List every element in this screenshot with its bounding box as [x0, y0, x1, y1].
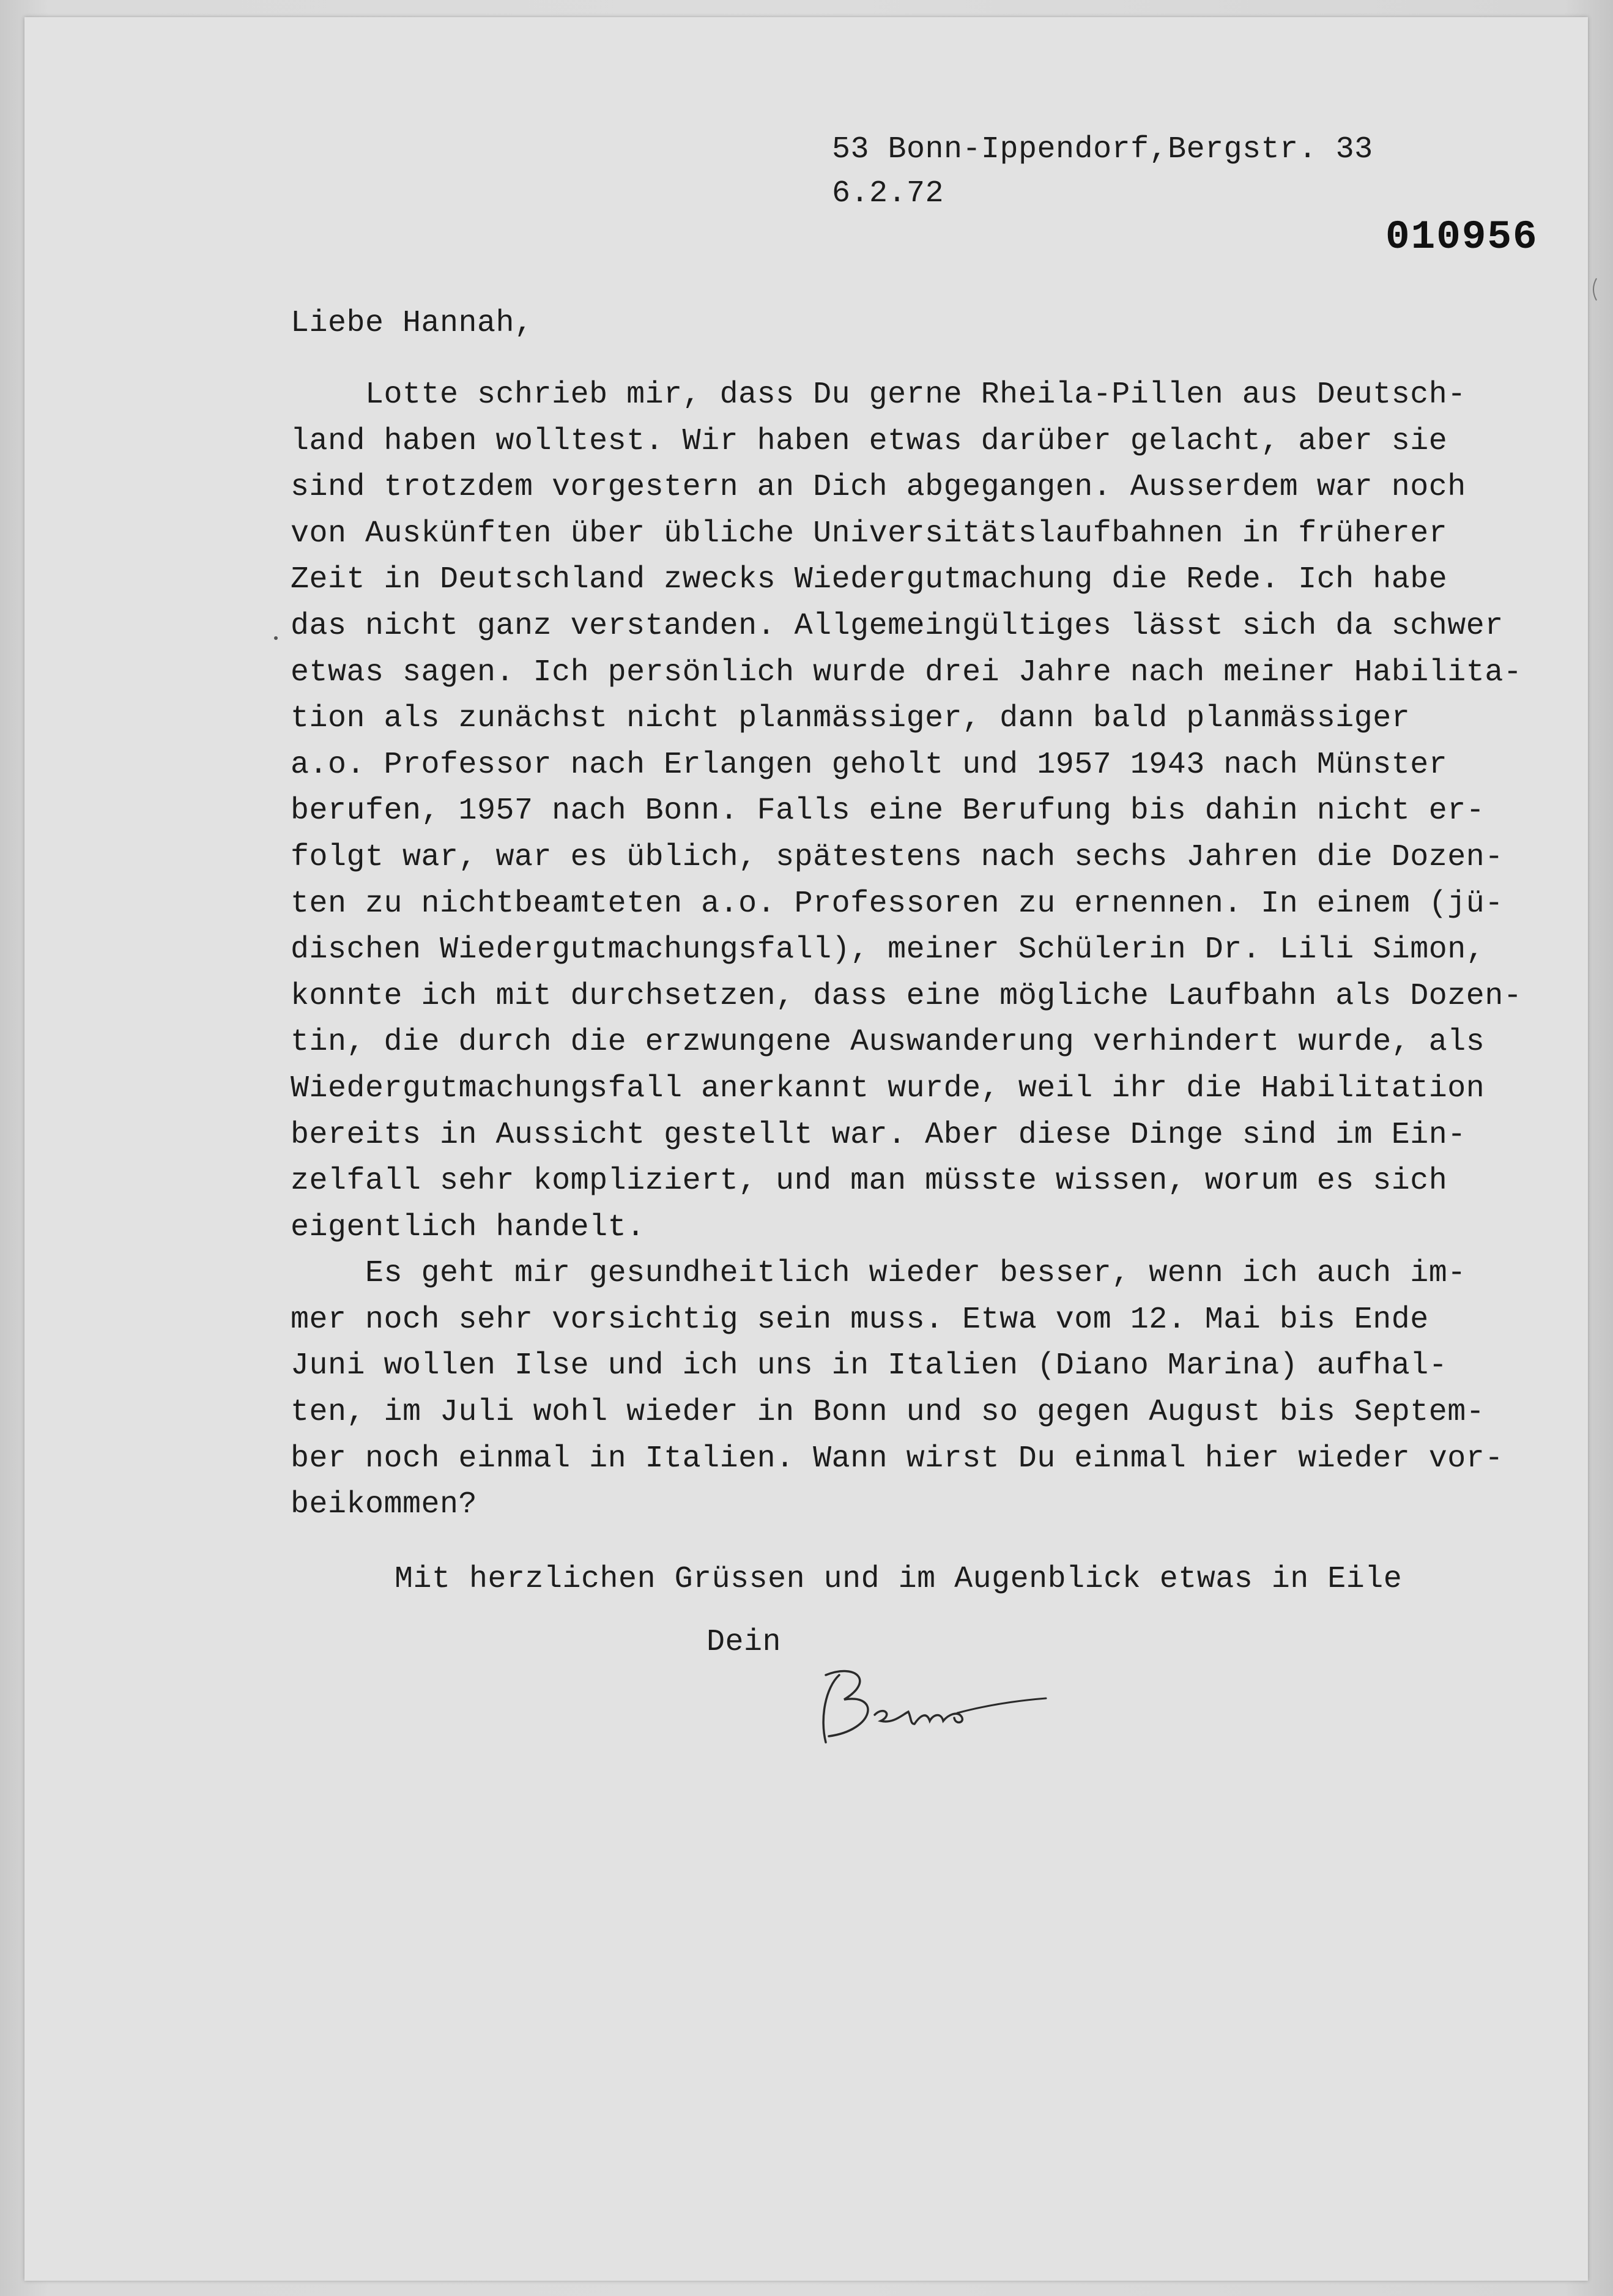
body-line: das nicht ganz verstanden. Allgemeingültiges lässt sich da schwer	[291, 608, 1504, 644]
sender-address: 53 Bonn-Ippendorf,Bergstr. 33	[832, 132, 1373, 167]
letter-body	[291, 372, 1563, 1528]
body-line: Es geht mir gesundheitlich wieder besser, wenn ich auch im-	[291, 1256, 1466, 1291]
body-line: zelfall sehr kompliziert, und man müsste wissen, worum es sich	[291, 1164, 1448, 1199]
body-line: bereits in Aussicht gestellt war. Aber diese Dinge sind im Ein-	[291, 1117, 1466, 1153]
salutation: Liebe Hannah,	[291, 306, 533, 341]
body-line: a.o. Professor nach Erlangen geholt und 1957 1943 nach Münster	[291, 747, 1448, 782]
body-line: Zeit in Deutschland zwecks Wiedergutmachung die Rede. Ich habe	[291, 562, 1448, 598]
body-line: etwas sagen. Ich persönlich wurde drei Jahre nach meiner Habilita-	[291, 655, 1522, 690]
body-line: von Auskünften über übliche Universitätslaufbahnen in früherer	[291, 516, 1448, 551]
body-line: ten zu nichtbeamteten a.o. Professoren zu ernennen. In einem (jü-	[291, 886, 1504, 921]
body-line: land haben wolltest. Wir haben etwas darüber gelacht, aber sie	[291, 423, 1448, 459]
body-line: folgt war, war es üblich, spätestens nach sechs Jahren die Dozen-	[291, 839, 1504, 875]
valediction: Dein	[706, 1625, 782, 1660]
body-line: sind trotzdem vorgestern an Dich abgegangen. Ausserdem war noch	[291, 470, 1466, 505]
archive-number-stamp: 010956	[1385, 214, 1538, 260]
body-line: ten, im Juli wohl wieder in Bonn und so gegen August bis Septem-	[291, 1395, 1485, 1430]
body-line: mer noch sehr vorsichtig sein muss. Etwa vom 12. Mai bis Ende	[291, 1302, 1429, 1337]
body-line: berufen, 1957 nach Bonn. Falls eine Berufung bis dahin nicht er-	[291, 793, 1485, 829]
body-line: Lotte schrieb mir, dass Du gerne Rheila-Pillen aus Deutsch-	[291, 377, 1466, 412]
margin-mark	[1589, 277, 1598, 302]
body-line: Wiedergutmachungsfall anerkannt wurde, weil ihr die Habilitation	[291, 1071, 1485, 1106]
margin-dot	[274, 636, 278, 640]
letter-date: 6.2.72	[832, 176, 944, 211]
body-line: Juni wollen Ilse und ich uns in Italien (Diano Marina) aufhal-	[291, 1348, 1448, 1384]
body-line: ber noch einmal in Italien. Wann wirst Du einmal hier wieder vor-	[291, 1441, 1504, 1476]
body-line: tin, die durch die erzwungene Auswanderung verhindert wurde, als	[291, 1025, 1485, 1060]
letter-page	[24, 17, 1588, 2281]
body-line: beikommen?	[291, 1487, 478, 1523]
body-line: eigentlich handelt.	[291, 1209, 645, 1245]
body-line: konnte ich mit durchsetzen, dass eine mögliche Laufbahn als Dozen-	[291, 978, 1522, 1014]
closing-line: Mit herzlichen Grüssen und im Augenblick etwas in Eile	[395, 1562, 1403, 1597]
handwritten-signature	[801, 1657, 1058, 1755]
body-line: dischen Wiedergutmachungsfall), meiner Schülerin Dr. Lili Simon,	[291, 932, 1485, 968]
body-line: tion als zunächst nicht planmässiger, dann bald planmässiger	[291, 701, 1411, 737]
